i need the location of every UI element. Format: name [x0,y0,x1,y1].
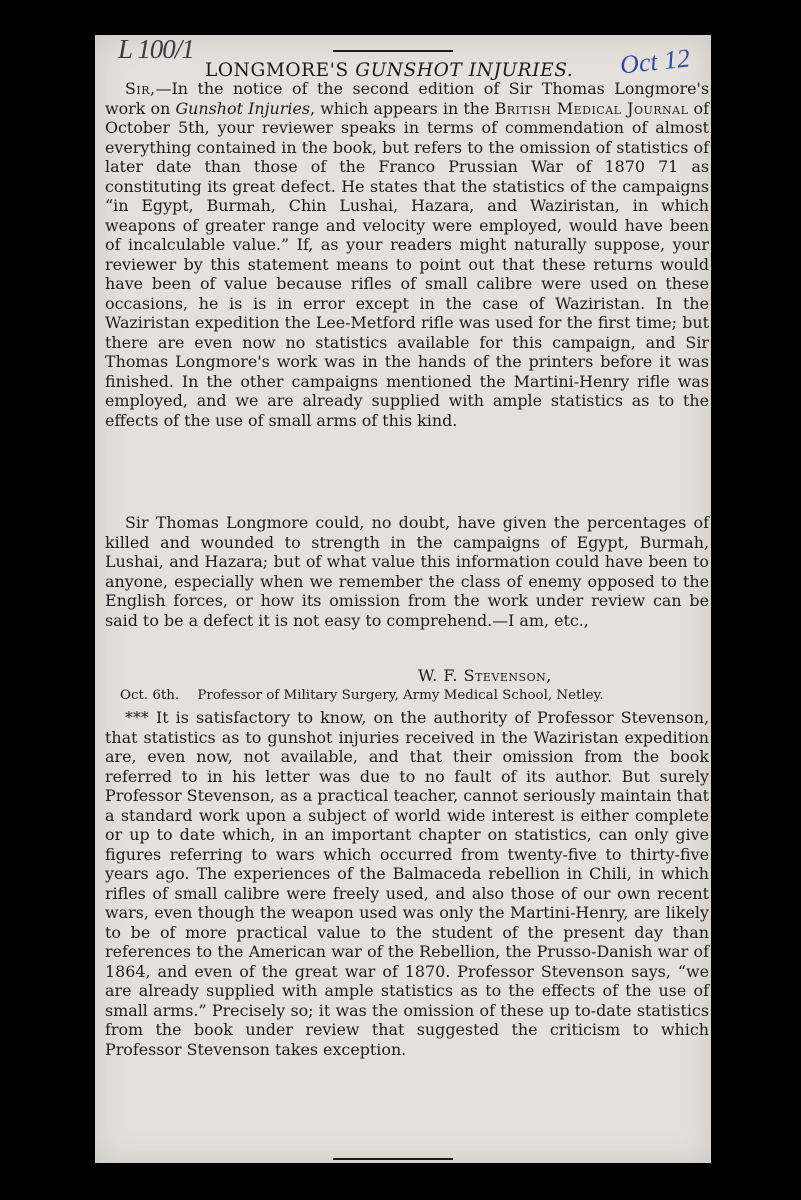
letter-paragraph-1 [105,79,709,430]
letter-p2-text: Sir Thomas Longmore could, no doubt, have given the percentages of killed and wounded to strength in the campaigns of Egypt, Burmah, Lushai, and Hazara; but of what value this information could have been to anyone, especially when we remember the class of enemy opposed to the English forces, or how its omission from the work under review can be said to be a defect it is not easy to comprehend.—I am, etc., [105,513,709,630]
signature-name: W. F. Stevenson, [418,666,552,685]
bottom-rule-divider [333,1158,453,1160]
letter-p1-text-a: —In the notice of the second edition of Sir Thomas Longmore's work on [105,79,709,118]
handwritten-catalog-number: L 100/1 [118,34,194,64]
editor-note [105,708,709,1059]
letter-p1-text-c: of October 5th, your reviewer speaks in terms of commendation of almost everything contained in the book, but refers to the omission of statistics of later date than those of the Franco Prussian War of 1870 71 as constituting its great defect. He states that the statistics of the campaigns “in Egypt, Burmah, Chin Lushai, Hazara, and Waziristan, in which weapons of greater range and velocity were employed, would have been of incalculable value.” If, as your readers might naturally suppose, your reviewer by this statement means to point out that these returns would have been of value because rifles of small calibre were used on these occasions, he is is in error except in the case of Waziristan. In the Waziristan expedition the Lee-Metford rifle was used for the first time; but there are even now no statistics available for this campaign, and Sir Thomas Longmore's work was in the hands of the printers before it was finished. In the other campaigns mentioned the Martini-Henry rifle was employed, and we are already supplied with ample statistics as to the effects of the use of small arms of this kind. [105,98,709,430]
journal-name: British Medical Journal [494,98,689,118]
signature-position: Professor of Military Surgery, Army Medical School, Netley. [197,688,604,703]
editor-note-text: It is satisfactory to know, on the authority of Professor Stevenson, that statistics as to gunshot injuries received in the Waziristan expedition are, even now, not available, and that their omission from the book referred to in his letter was due to no fault of its author. But surely Professor Stevenson, as a practical teacher, cannot seriously maintain that a standard work upon a subject of world wide interest is either complete or up to date which, in an important chapter on statistics, can only give figures referring to wars which occurred from twenty-five to thirty-five years ago. The experiences of the Balmaceda rebellion in Chili, in which rifles of small calibre were freely used, and also those of our own recent wars, even though the weapon used was only the Martini-Henry, are likely to be of more practical value to the student of the present day than references to the American war of the Rebellion, the Prusso-Danish war of 1864, and even of the great war of 1870. Professor Stevenson says, “we are already supplied with ample statistics as to the effects of the use of small arms.” Precisely so; it was the omission of these up to-date statistics from the book under review that suggested the criticism to which Professor Stevenson takes exception. [105,708,710,1059]
book-title-italic: Gunshot Injuries [175,98,311,118]
article-title-roman: LONGMORE'S [205,60,349,81]
article-title-italic: GUNSHOT INJURIES. [355,60,574,81]
letter-paragraph-2 [105,513,709,630]
signature-line [120,688,710,703]
asterism-mark: *** [125,708,156,727]
handwritten-date-note: Oct 12 [618,43,692,80]
salutation: Sir, [125,79,156,98]
letter-p1-text-b: , which appears in the [310,98,495,118]
article-title [205,60,573,81]
letter-date: Oct. 6th. [120,688,180,703]
top-rule-divider [333,50,453,52]
